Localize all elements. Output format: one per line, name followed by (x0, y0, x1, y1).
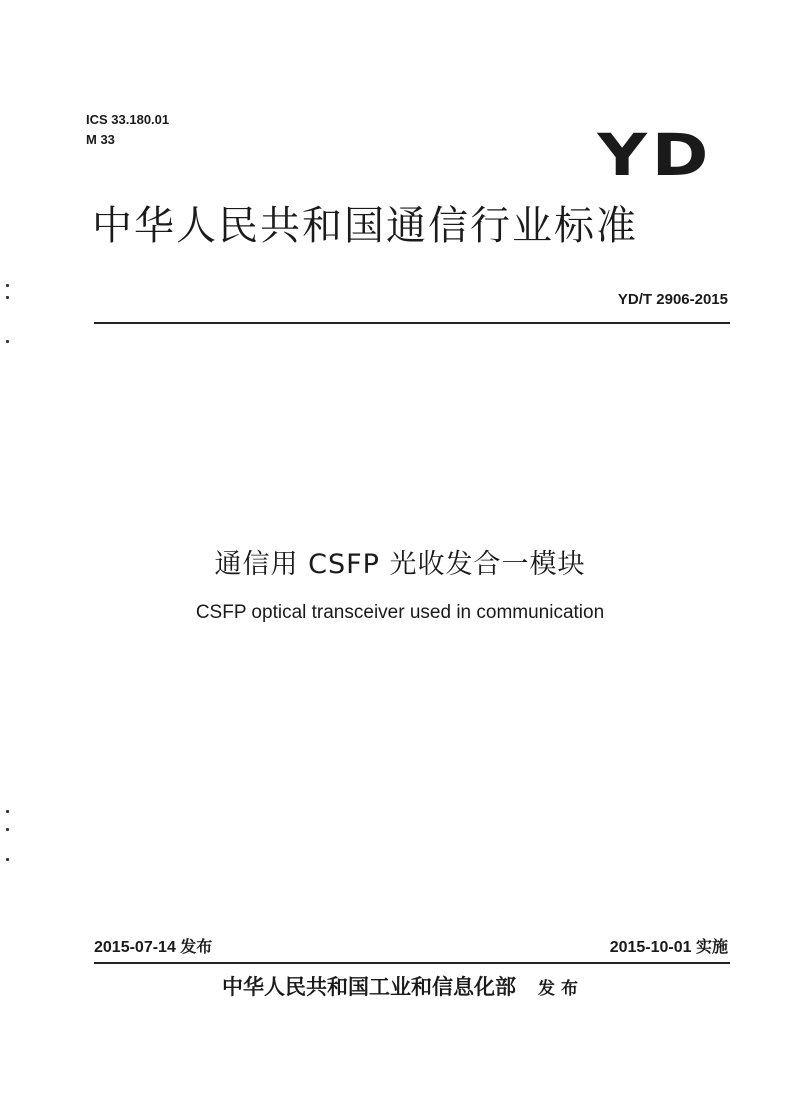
standard-number: YD/T 2906-2015 (617, 291, 728, 308)
bottom-divider (94, 962, 730, 964)
publish-date: 2015-07-14 发布 (94, 939, 213, 956)
publisher-suffix: 发 布 (538, 979, 578, 999)
document-title-english: CSFP optical transceiver used in communication (195, 602, 605, 623)
publisher-line (0, 972, 800, 1004)
implement-date: 2015-10-01 实施 (609, 939, 728, 956)
scan-mark (6, 284, 9, 287)
scan-mark (6, 858, 9, 861)
scan-mark (6, 828, 9, 831)
standard-name: 中华人民共和国通信行业标准 (92, 203, 638, 249)
document-title-chinese: 通信用 CSFP 光收发合一模块 (214, 549, 586, 580)
scan-mark (6, 296, 9, 299)
top-divider (94, 322, 730, 324)
classification-codes (86, 110, 169, 150)
ccs-code: M 33 (86, 132, 115, 147)
ics-code: ICS 33.180.01 (86, 112, 170, 127)
scan-mark (6, 340, 9, 343)
publisher-name: 中华人民共和国工业和信息化部 (222, 974, 517, 999)
scan-mark (6, 810, 9, 813)
yd-logo: YD (597, 121, 713, 189)
